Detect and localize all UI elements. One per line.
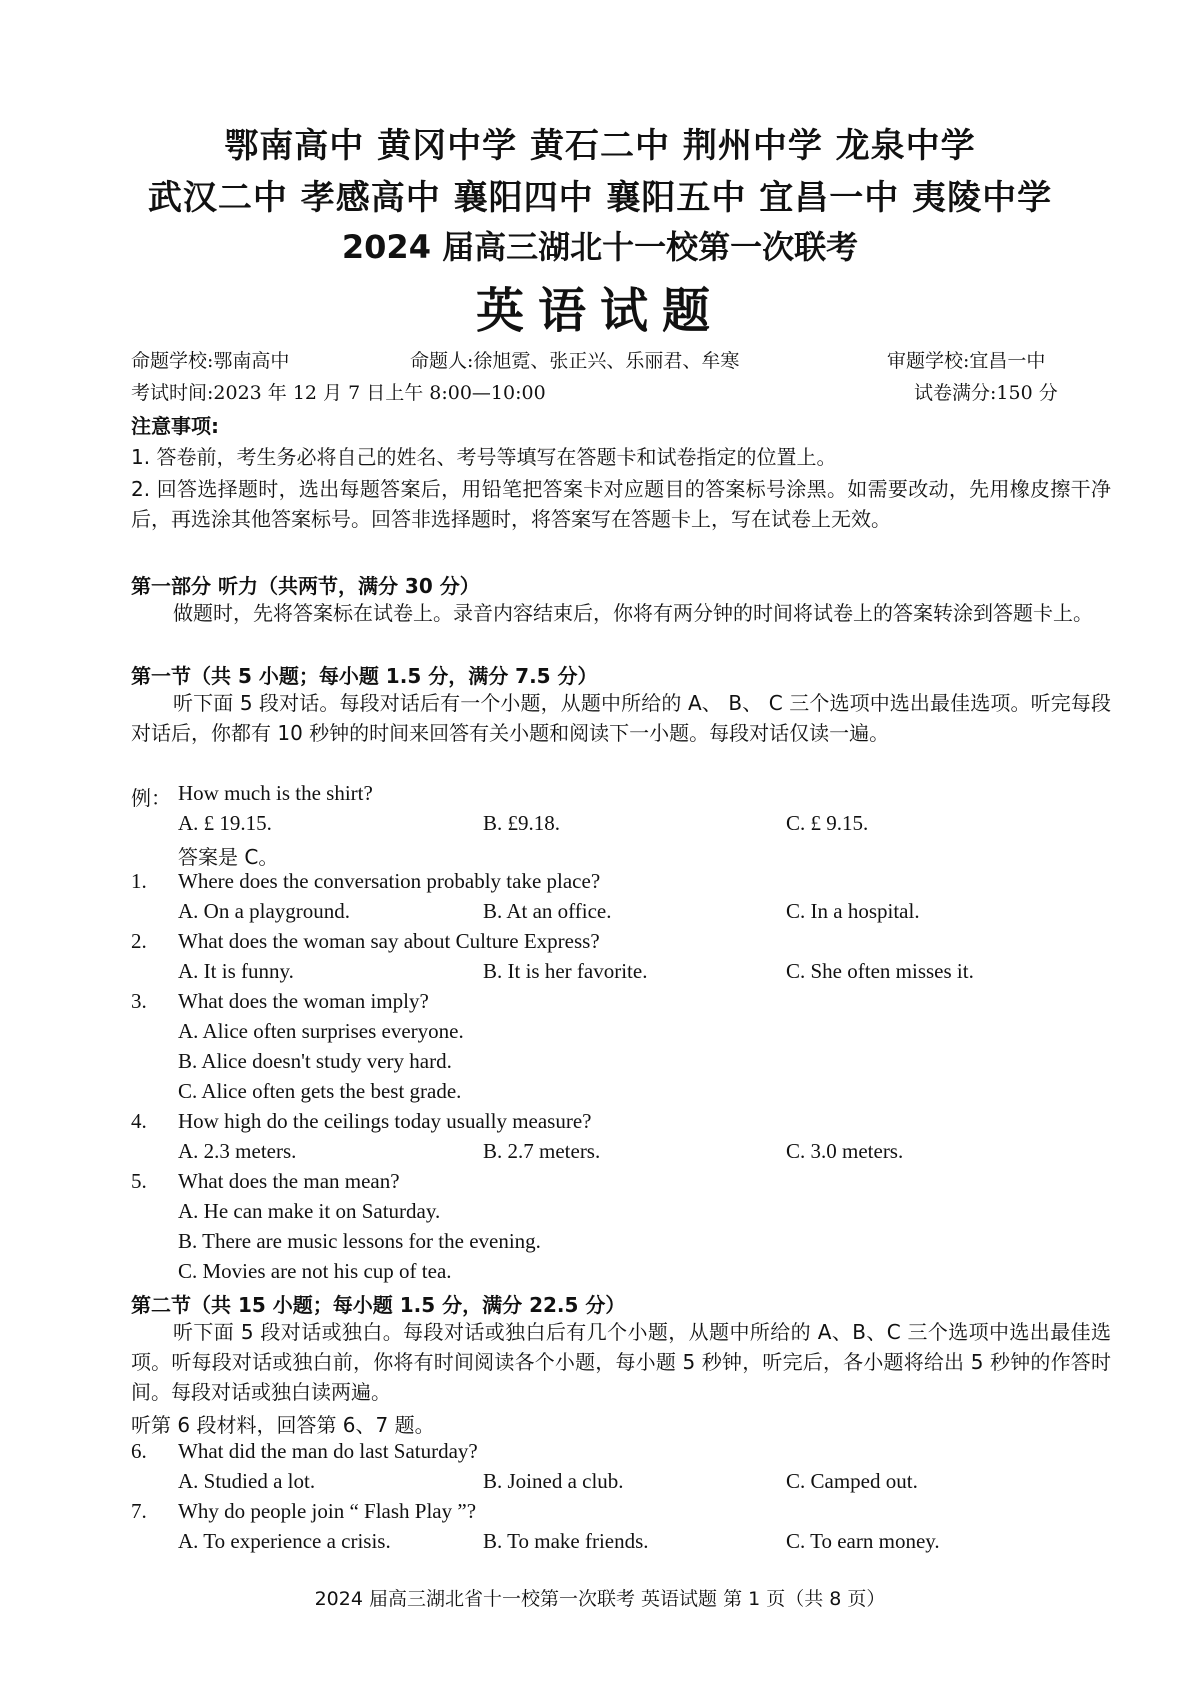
question-number: 4. bbox=[131, 1109, 147, 1133]
question-number: 2. bbox=[131, 929, 147, 953]
part1-heading: 第一部分 听力（共两节，满分 30 分） bbox=[131, 574, 480, 598]
question-text: Why do people join “ Flash Play ”? bbox=[178, 1499, 477, 1523]
question-text: What does the woman imply? bbox=[178, 989, 429, 1013]
schools-line-1: 鄂南高中 黄冈中学 黄石二中 荆州中学 龙泉中学 bbox=[224, 126, 976, 166]
option-c: C. In a hospital. bbox=[786, 899, 920, 923]
option-b: B. Joined a club. bbox=[483, 1469, 624, 1493]
exam-name: 2024 届高三湖北十一校第一次联考 bbox=[341, 228, 859, 266]
option-c: C. Alice often gets the best grade. bbox=[178, 1079, 462, 1103]
question-number: 7. bbox=[131, 1499, 147, 1523]
setters: 命题人:徐旭霓、张正兴、乐丽君、牟寒 bbox=[410, 350, 740, 372]
option-a: A. Studied a lot. bbox=[178, 1469, 316, 1493]
example-option-c: C. £ 9.15. bbox=[786, 811, 869, 835]
option-c: C. To earn money. bbox=[786, 1529, 940, 1553]
option-b: B. To make friends. bbox=[483, 1529, 649, 1553]
subject-title: 英语试题 bbox=[475, 283, 724, 339]
notes-item-2: 2. 回答选择题时，选出每题答案后，用铅笔把答案卡对应题目的答案标号涂黑。如需要改动，先用橡皮擦干净后，再选涂其他答案标号。回答非选择题时，将答案写在答题卡上，写在试卷上无效。 bbox=[131, 477, 1111, 531]
question-number: 5. bbox=[131, 1169, 147, 1193]
option-c: C. Camped out. bbox=[786, 1469, 918, 1493]
option-b: B. There are music lessons for the evening. bbox=[178, 1229, 541, 1253]
setter-school: 命题学校:鄂南高中 bbox=[131, 350, 290, 372]
section2-intro: 听下面 5 段对话或独白。每段对话或独白后有几个小题，从题中所给的 A、B、C 三个选项中选出最佳选项。听每段对话或独白前，你将有时间阅读各个小题，每小题 5 秒钟，听完后，各小题将给出 5 秒钟的作答时间。每段对话或独白读两遍。 bbox=[131, 1320, 1111, 1404]
notes-item-1: 1. 答卷前，考生务必将自己的姓名、考号等填写在答题卡和试卷指定的位置上。 bbox=[131, 445, 837, 469]
example-option-a: A. £ 19.15. bbox=[178, 811, 272, 835]
example-answer: 答案是 C。 bbox=[178, 845, 279, 869]
reviewer-school: 审题学校:宜昌一中 bbox=[887, 350, 1046, 372]
question-text: What does the woman say about Culture Express? bbox=[178, 929, 600, 953]
option-c: C. 3.0 meters. bbox=[786, 1139, 904, 1163]
part1-intro: 做题时，先将答案标在试卷上。录音内容结束后，你将有两分钟的时间将试卷上的答案转涂到答题卡上。 bbox=[173, 601, 1093, 625]
option-a: A. Alice often surprises everyone. bbox=[178, 1019, 464, 1043]
notes-heading: 注意事项: bbox=[131, 414, 219, 438]
question-number: 1. bbox=[131, 869, 147, 893]
option-a: A. It is funny. bbox=[178, 959, 294, 983]
schools-line-2: 武汉二中 孝感高中 襄阳四中 襄阳五中 宜昌一中 夷陵中学 bbox=[147, 178, 1053, 218]
section2-heading: 第二节（共 15 小题；每小题 1.5 分，满分 22.5 分） bbox=[131, 1293, 626, 1317]
option-a: A. 2.3 meters. bbox=[178, 1139, 297, 1163]
question-text: Where does the conversation probably take place? bbox=[178, 869, 601, 893]
option-c: C. She often misses it. bbox=[786, 959, 974, 983]
option-b: B. 2.7 meters. bbox=[483, 1139, 601, 1163]
option-a: A. He can make it on Saturday. bbox=[178, 1199, 441, 1223]
material6-instruction: 听第 6 段材料，回答第 6、7 题。 bbox=[131, 1413, 435, 1437]
question-number: 6. bbox=[131, 1439, 147, 1463]
full-score: 试卷满分:150 分 bbox=[914, 382, 1058, 404]
question-text: What does the man mean? bbox=[178, 1169, 400, 1193]
example-option-b: B. £9.18. bbox=[483, 811, 561, 835]
question-number: 3. bbox=[131, 989, 147, 1013]
section1-heading: 第一节（共 5 小题；每小题 1.5 分，满分 7.5 分） bbox=[131, 664, 598, 688]
page-footer: 2024 届高三湖北省十一校第一次联考 英语试题 第 1 页（共 8 页） bbox=[314, 1588, 886, 1610]
option-a: A. On a playground. bbox=[178, 899, 351, 923]
option-c: C. Movies are not his cup of tea. bbox=[178, 1259, 452, 1283]
option-b: B. At an office. bbox=[483, 899, 612, 923]
question-text: How high do the ceilings today usually measure? bbox=[178, 1109, 592, 1133]
question-text: What did the man do last Saturday? bbox=[178, 1439, 478, 1463]
example-label: 例： bbox=[131, 786, 171, 810]
option-b: B. Alice doesn't study very hard. bbox=[178, 1049, 452, 1073]
section1-intro: 听下面 5 段对话。每段对话后有一个小题，从题中所给的 A、 B、 C 三个选项中选出最佳选项。听完每段对话后，你都有 10 秒钟的时间来回答有关小题和阅读下一小题。每段对话仅读一遍。 bbox=[131, 691, 1111, 745]
example-question: How much is the shirt? bbox=[178, 781, 373, 805]
option-b: B. It is her favorite. bbox=[483, 959, 648, 983]
option-a: A. To experience a crisis. bbox=[178, 1529, 391, 1553]
exam-time: 考试时间:2023 年 12 月 7 日上午 8:00—10:00 bbox=[131, 382, 546, 404]
